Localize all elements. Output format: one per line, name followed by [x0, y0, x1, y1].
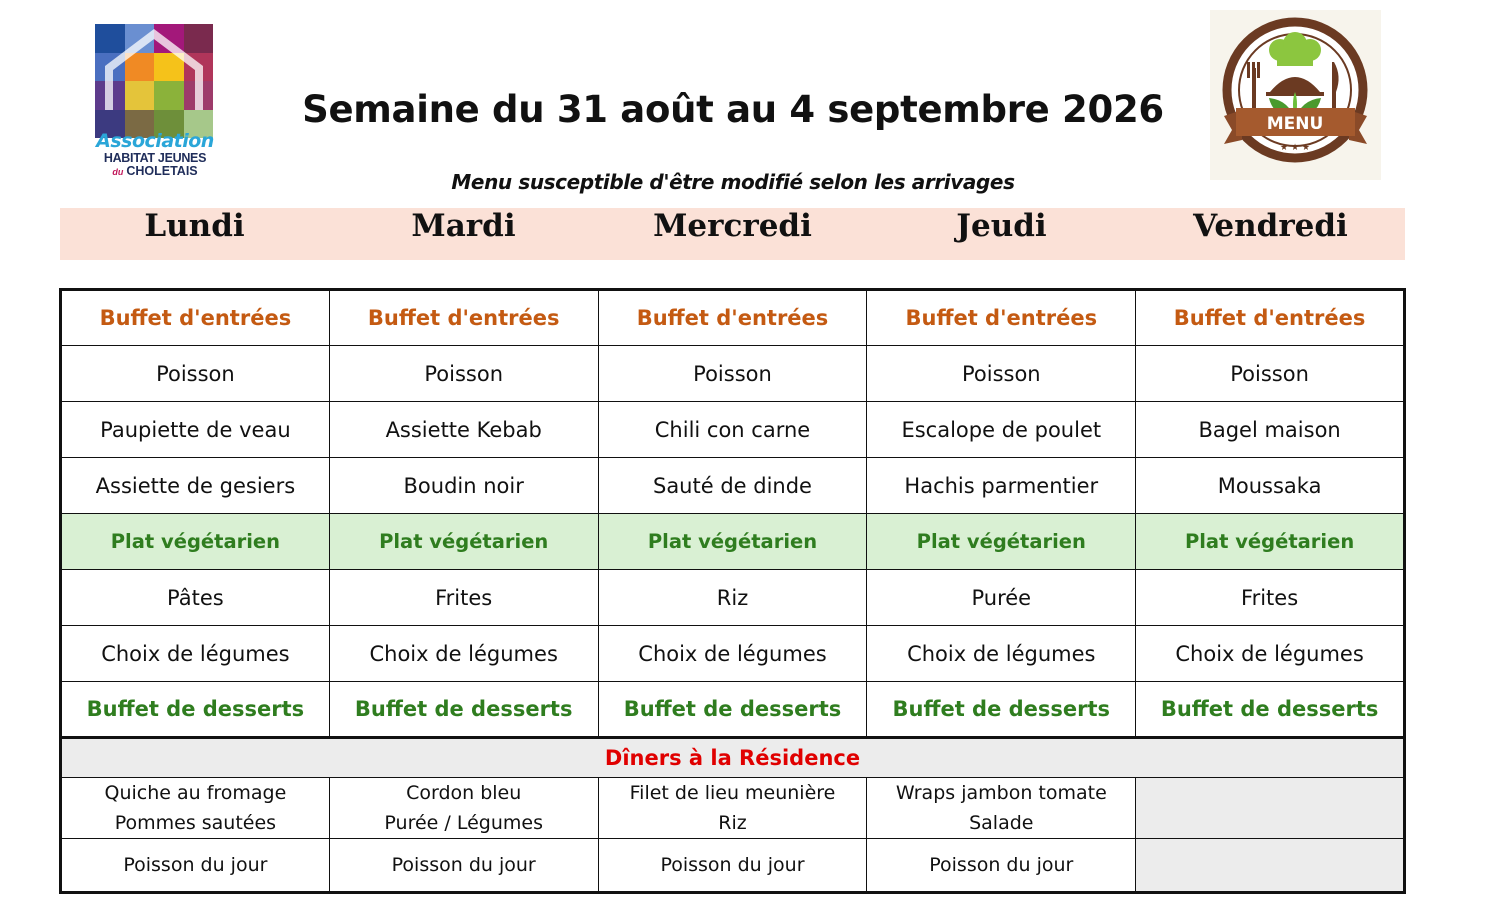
cell-entrees: Buffet d'entrées	[329, 290, 598, 346]
cell-plat-2: Sauté de dinde	[598, 458, 867, 514]
cell-desserts: Buffet de desserts	[598, 682, 867, 738]
cell-diner-poisson: Poisson du jour	[329, 839, 598, 893]
day-jeudi: Jeudi	[956, 208, 1047, 244]
menu-table	[59, 288, 1406, 894]
row-buffet-desserts	[61, 682, 1405, 738]
cell-diner-poisson: Poisson du jour	[61, 839, 330, 893]
cell-vegetarien: Plat végétarien	[329, 514, 598, 570]
logo-text-choletais-word: CHOLETAIS	[126, 164, 198, 178]
cell-plat-1: Chili con carne	[598, 402, 867, 458]
cell-plat-1: Paupiette de veau	[61, 402, 330, 458]
cell-poisson: Poisson	[61, 346, 330, 402]
cell-entrees: Buffet d'entrées	[867, 290, 1136, 346]
page-title: Semaine du 31 août au 4 septembre 2026	[302, 88, 1164, 131]
cell-legumes: Choix de légumes	[329, 626, 598, 682]
cell-desserts: Buffet de desserts	[867, 682, 1136, 738]
row-legumes	[61, 626, 1405, 682]
cell-entrees: Buffet d'entrées	[1136, 290, 1405, 346]
house-outline-icon	[95, 24, 213, 138]
row-plat-1	[61, 402, 1405, 458]
cell-diner-plat	[61, 778, 330, 839]
cell-diner-poisson: Poisson du jour	[598, 839, 867, 893]
chef-hat-badge-icon	[1210, 10, 1381, 180]
diner-plat-line-2: Pommes sautées	[114, 812, 277, 834]
day-header-bar	[60, 208, 1405, 260]
cell-desserts: Buffet de desserts	[329, 682, 598, 738]
day-mercredi: Mercredi	[653, 208, 812, 244]
row-poisson	[61, 346, 1405, 402]
day-mardi: Mardi	[411, 208, 516, 244]
cell-plat-2: Hachis parmentier	[867, 458, 1136, 514]
diner-plat-line-1: Filet de lieu meunière	[629, 782, 836, 804]
cell-poisson: Poisson	[867, 346, 1136, 402]
logo-text-habitat-jeunes: HABITAT JEUNES	[103, 151, 207, 165]
logo-text-choletais	[94, 164, 216, 178]
cell-plat-1: Bagel maison	[1136, 402, 1405, 458]
diner-plat-line-1: Wraps jambon tomate	[895, 782, 1107, 804]
stars-icon: ★ ★ ★	[1280, 143, 1310, 153]
cell-plat-2: Moussaka	[1136, 458, 1405, 514]
logo-text-association: Association	[96, 130, 214, 152]
cell-vegetarien: Plat végétarien	[867, 514, 1136, 570]
menu-logo	[1210, 10, 1381, 180]
cell-desserts: Buffet de desserts	[61, 682, 330, 738]
row-diners-header	[61, 738, 1405, 778]
cell-diner-poisson-empty	[1136, 839, 1405, 893]
menu-logo-label: MENU	[1266, 114, 1324, 134]
cell-plat-2: Boudin noir	[329, 458, 598, 514]
cell-legumes: Choix de légumes	[598, 626, 867, 682]
cell-poisson: Poisson	[598, 346, 867, 402]
cell-diner-plat	[867, 778, 1136, 839]
cell-diner-plat	[329, 778, 598, 839]
cell-poisson: Poisson	[1136, 346, 1405, 402]
cell-vegetarien: Plat végétarien	[598, 514, 867, 570]
cell-plat-1: Escalope de poulet	[867, 402, 1136, 458]
cell-diner-poisson: Poisson du jour	[867, 839, 1136, 893]
cell-desserts: Buffet de desserts	[1136, 682, 1405, 738]
cell-legumes: Choix de légumes	[61, 626, 330, 682]
cell-feculent: Pâtes	[61, 570, 330, 626]
row-buffet-entrees	[61, 290, 1405, 346]
cell-legumes: Choix de légumes	[1136, 626, 1405, 682]
cell-vegetarien: Plat végétarien	[1136, 514, 1405, 570]
logo-text-du: du	[112, 167, 124, 177]
cell-diner-plat-empty	[1136, 778, 1405, 839]
diner-plat-line-2: Salade	[969, 812, 1034, 834]
cell-poisson: Poisson	[329, 346, 598, 402]
row-feculent	[61, 570, 1405, 626]
cell-entrees: Buffet d'entrées	[61, 290, 330, 346]
association-logo	[94, 24, 216, 180]
cell-feculent: Frites	[1136, 570, 1405, 626]
row-plat-vegetarien	[61, 514, 1405, 570]
cell-vegetarien: Plat végétarien	[61, 514, 330, 570]
cell-feculent: Purée	[867, 570, 1136, 626]
cell-legumes: Choix de légumes	[867, 626, 1136, 682]
diner-plat-line-1: Cordon bleu	[406, 782, 522, 804]
cell-feculent: Riz	[598, 570, 867, 626]
diners-header: Dîners à la Résidence	[61, 738, 1405, 778]
diner-plat-line-2: Riz	[718, 812, 747, 834]
page-subtitle: Menu susceptible d'être modifié selon les arrivages	[451, 170, 1015, 194]
day-vendredi: Vendredi	[1193, 208, 1348, 244]
cell-plat-2: Assiette de gesiers	[61, 458, 330, 514]
row-diner-poisson	[61, 839, 1405, 893]
day-lundi: Lundi	[144, 208, 245, 244]
row-plat-2	[61, 458, 1405, 514]
cell-diner-plat	[598, 778, 867, 839]
cell-plat-1: Assiette Kebab	[329, 402, 598, 458]
row-diner-plat	[61, 778, 1405, 839]
diner-plat-line-2: Purée / Légumes	[384, 812, 543, 834]
diner-plat-line-1: Quiche au fromage	[104, 782, 287, 804]
cell-entrees: Buffet d'entrées	[598, 290, 867, 346]
cell-feculent: Frites	[329, 570, 598, 626]
